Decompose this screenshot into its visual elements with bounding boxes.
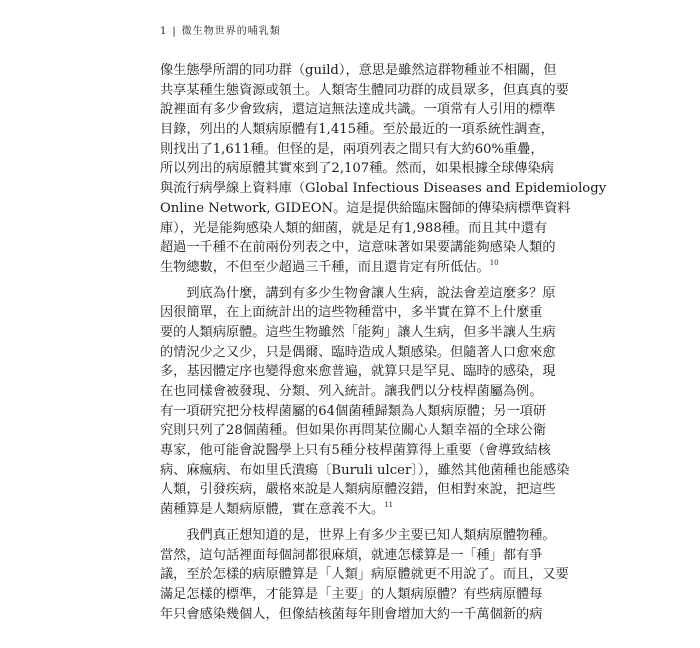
text-line-content: 到底為什麼，講到有多少生物會讓人生病，說法會差這麼多？原 [186, 285, 556, 301]
text-line [160, 526, 556, 546]
text-line-with-footnote [160, 258, 540, 278]
text-line: 目錄，列出的人類病原體有1,415種。至於最近的一項系統性調查， [160, 122, 554, 138]
header-separator: | [172, 26, 177, 37]
text-line: 因很簡單，在上面統計出的這些物種當中，多半實在算不上什麼重 [160, 305, 543, 321]
body-text [160, 61, 607, 624]
page-number: 1 [160, 26, 168, 37]
text-line: 超過一千種不在前兩份列表之中，這意味著如果要講能夠感染人類的 [160, 240, 556, 256]
text-line: Online Network, GIDEON。這是提供給臨床醫師的傳染病標準資料 [160, 200, 571, 216]
text-line: 生物總數，不但至少超過三千種，而且還肯定有所低估。 [160, 259, 490, 275]
footnote-marker: 11 [384, 501, 394, 510]
text-line-with-footnote [160, 500, 540, 520]
text-line: 人類，引發疾病，嚴格來說是人類病原體沒錯，但相對來說，把這些 [160, 482, 556, 498]
footnote-marker: 10 [489, 258, 499, 267]
text-line: 議，至於怎樣的病原體算是「人類」病原體就更不用說了。而且，又要 [160, 567, 569, 583]
text-line: 要的人類病原體。這些生物雖然「能夠」讓人生病，但多半讓人生病 [160, 324, 556, 340]
text-line-content: 我們真正想知道的是，世界上有多少主要已知人類病原體物種。 [186, 527, 556, 543]
text-line: 多，基因體定序也變得愈來愈普遍，就算只是罕見、臨時的感染，現 [160, 364, 556, 380]
text-line: 滿足怎樣的標準，才能算是「主要」的人類病原體？有些病原體每 [160, 586, 543, 602]
text-line: 菌種算是人類病原體，實在意義不大。 [160, 502, 385, 518]
text-line: 究則只列了28個菌種。但如果你再問某位關心人類幸福的全球公衛 [160, 423, 547, 439]
text-line: 庫），光是能夠感染人類的細菌，就是足有1,988種。而且其中還有 [160, 220, 548, 236]
book-title: 微生物世界的哺乳類 [181, 26, 281, 37]
text-line [160, 284, 556, 304]
text-line: 像生態學所謂的同功群（guild），意思是雖然這群物種並不相關，但 [160, 63, 557, 78]
text-line: 共享某種生態資源或領土。人類寄生體同功群的成員眾多，但真真的要 [160, 82, 569, 98]
text-line: 則找出了1,611種。但怪的是，兩項列表之間只有大約60%重疊， [160, 141, 544, 157]
text-line: 與流行病學線上資料庫（Global Infectious Diseases and Epidemiology [160, 181, 607, 197]
text-line: 說裡面有多少會致病，還這這無法達成共識。一項常有人引用的標準 [160, 102, 556, 118]
running-head [160, 22, 281, 37]
text-line: 專家，他可能會說醫學上只有5種分枝桿菌算得上重要（會導致結核 [160, 443, 551, 459]
text-line: 在也同樣會被發現、分類、列入統計。讓我們以分枝桿菌屬為例。 [160, 384, 543, 399]
text-line: 病、麻瘋病、布如里氏潰瘍〔Buruli ulcer〕），雖然其他菌種也能感染 [160, 462, 570, 478]
text-line: 所以列出的病原體其實來到了2,107種。然而，如果根據全球傳染病 [160, 161, 554, 177]
text-line: 的情況少之又少，只是偶爾、臨時造成人類感染。但隨著人口愈來愈 [160, 344, 556, 360]
text-line: 有一項研究把分枝桿菌屬的64個菌種歸類為人類病原體；另一項研 [160, 403, 547, 419]
text-line: 年只會感染幾個人，但像結核菌每年則會增加大約一千萬個新的病 [160, 606, 543, 622]
text-line: 當然，這句話裡面每個詞都很麻煩，就連怎樣算是一「種」都有爭 [160, 547, 543, 563]
